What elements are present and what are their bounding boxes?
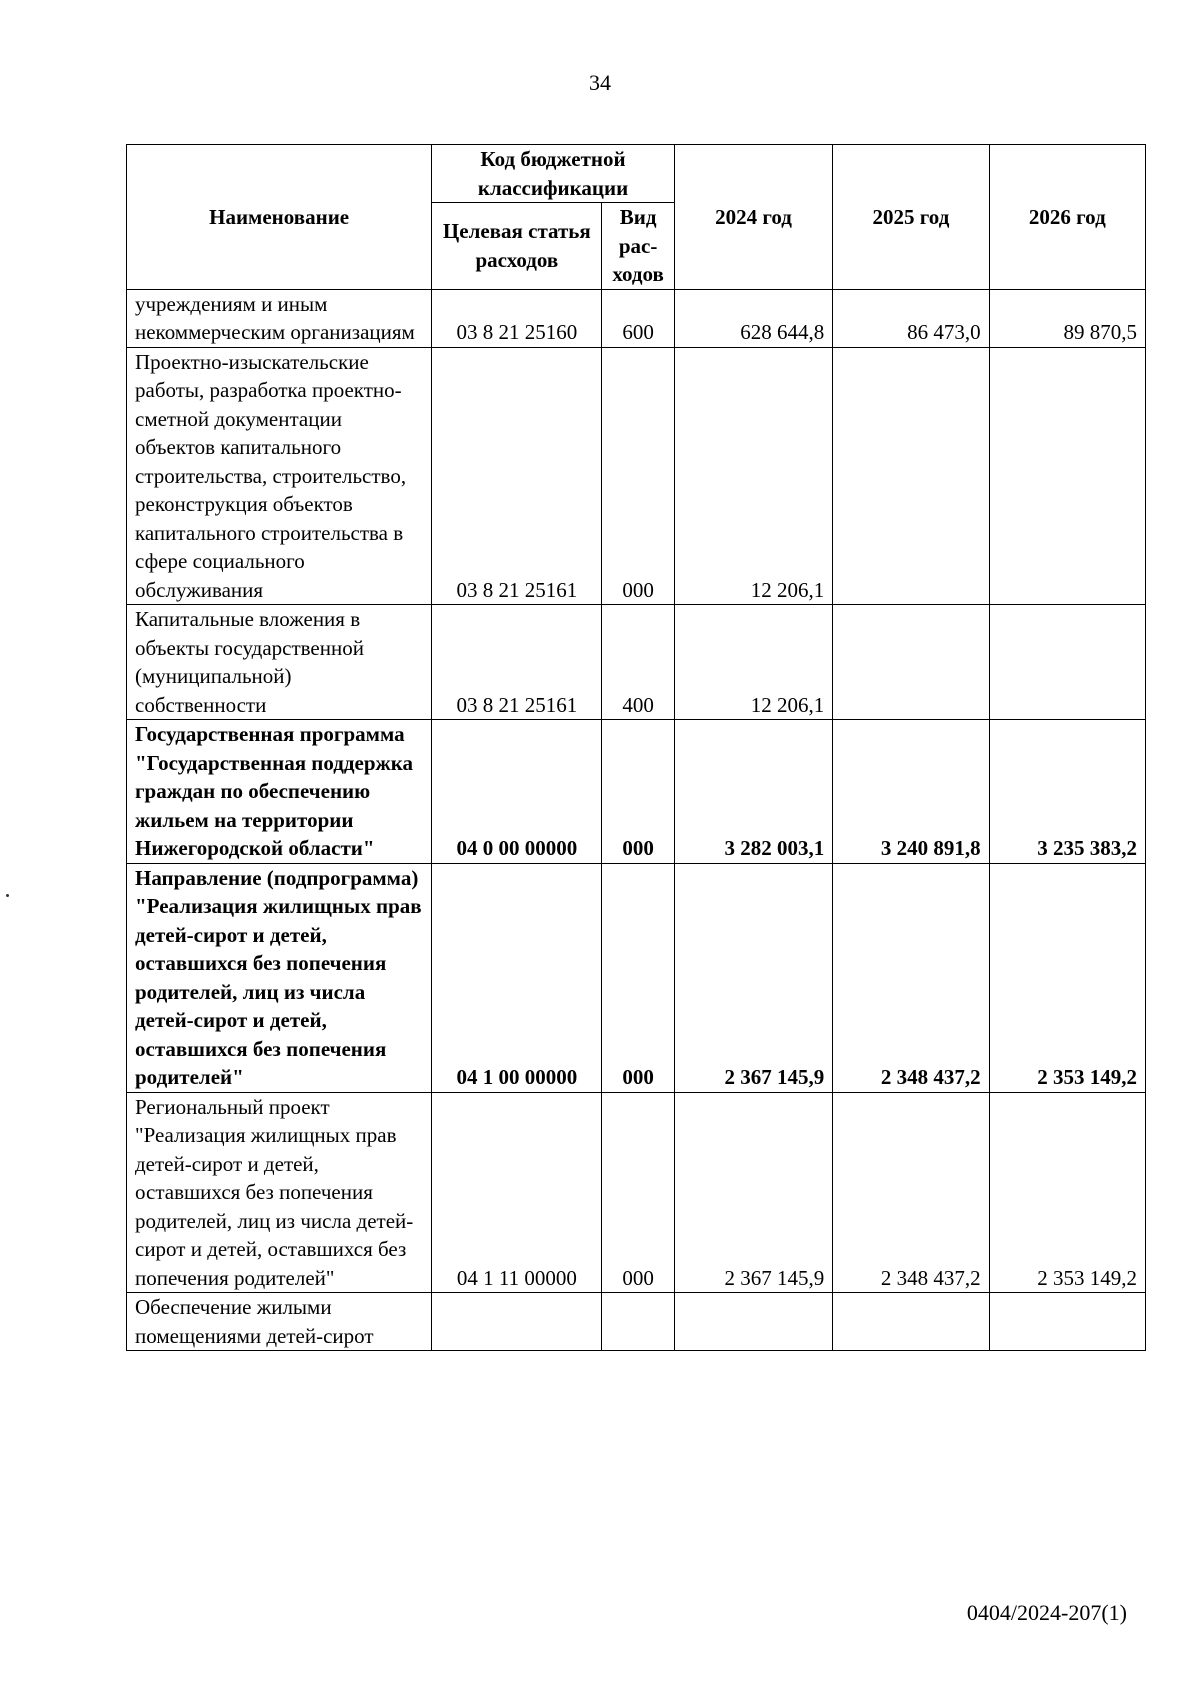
row-amount-2026: 89 870,5 [989,289,1145,347]
row-amount-2024 [674,1293,832,1351]
document-id: 0404/2024-207(1) [966,1600,1127,1625]
row-target-article: 04 1 00 00000 [432,863,602,1092]
row-amount-2026 [989,347,1145,605]
row-name: Обеспечение жилыми помещениями детей-сирот [127,1293,432,1351]
row-amount-2025: 3 240 891,8 [833,720,989,864]
row-amount-2024: 12 206,1 [674,605,832,720]
row-name: Направление (подпрограмма) "Реализация жилищных прав детей-сирот и детей, оставшихся без попечения родителей, лиц из числа детей-сирот и детей, оставшихся без попечения родителей" [127,863,432,1092]
header-2026: 2026 год [989,145,1145,290]
table-row [127,605,1146,720]
budget-table [126,144,1146,1351]
row-target-article: 04 0 00 00000 [432,720,602,864]
header-target-article: Целевая статья расходов [432,203,602,290]
row-amount-2026 [989,1293,1145,1351]
table-row [127,720,1146,864]
row-target-article [432,1293,602,1351]
row-target-article: 04 1 11 00000 [432,1092,602,1293]
row-expense-type: 600 [602,289,674,347]
row-amount-2024: 2 367 145,9 [674,863,832,1092]
row-expense-type [602,1293,674,1351]
row-name: учреждениям и иным некоммерческим организациям [127,289,432,347]
row-amount-2025 [833,1293,989,1351]
row-target-article: 03 8 21 25160 [432,289,602,347]
row-target-article: 03 8 21 25161 [432,605,602,720]
row-expense-type: 000 [602,720,674,864]
table-row [127,289,1146,347]
table-row [127,1293,1146,1351]
row-amount-2024: 2 367 145,9 [674,1092,832,1293]
row-amount-2026 [989,605,1145,720]
row-amount-2026: 2 353 149,2 [989,863,1145,1092]
row-amount-2024: 12 206,1 [674,347,832,605]
row-name: Капитальные вложения в объекты государственной (муниципальной) собственности [127,605,432,720]
row-expense-type: 000 [602,863,674,1092]
scan-speck [6,894,9,897]
header-name: Наименование [127,145,432,290]
row-amount-2024: 628 644,8 [674,289,832,347]
table-row [127,863,1146,1092]
row-name: Проектно-изыскательские работы, разработка проектно-сметной документации объектов капитального строительства, строительство, реконструкция объектов капитального строительства в сфере социального обслуживания [127,347,432,605]
row-amount-2026: 3 235 383,2 [989,720,1145,864]
row-amount-2025 [833,605,989,720]
header-expense-type: Вид рас- ходов [602,203,674,290]
row-amount-2024: 3 282 003,1 [674,720,832,864]
row-expense-type: 000 [602,1092,674,1293]
row-name: Региональный проект "Реализация жилищных прав детей-сирот и детей, оставшихся без попечения родителей, лиц из числа детей-сирот и детей, оставшихся без попечения родителей" [127,1092,432,1293]
row-amount-2025: 2 348 437,2 [833,863,989,1092]
row-amount-2025 [833,347,989,605]
table-body [127,289,1146,1351]
row-amount-2026: 2 353 149,2 [989,1092,1145,1293]
row-name: Государственная программа "Государственная поддержка граждан по обеспечению жильем на территории Нижегородской области" [127,720,432,864]
page-number: 34 [589,70,611,95]
table-header [127,145,1146,290]
header-2024: 2024 год [674,145,832,290]
row-amount-2025: 2 348 437,2 [833,1092,989,1293]
table-row [127,347,1146,605]
header-code-group: Код бюджетной классификации [432,145,675,203]
header-2025: 2025 год [833,145,989,290]
row-amount-2025: 86 473,0 [833,289,989,347]
row-expense-type: 400 [602,605,674,720]
row-expense-type: 000 [602,347,674,605]
table-row [127,1092,1146,1293]
row-target-article: 03 8 21 25161 [432,347,602,605]
